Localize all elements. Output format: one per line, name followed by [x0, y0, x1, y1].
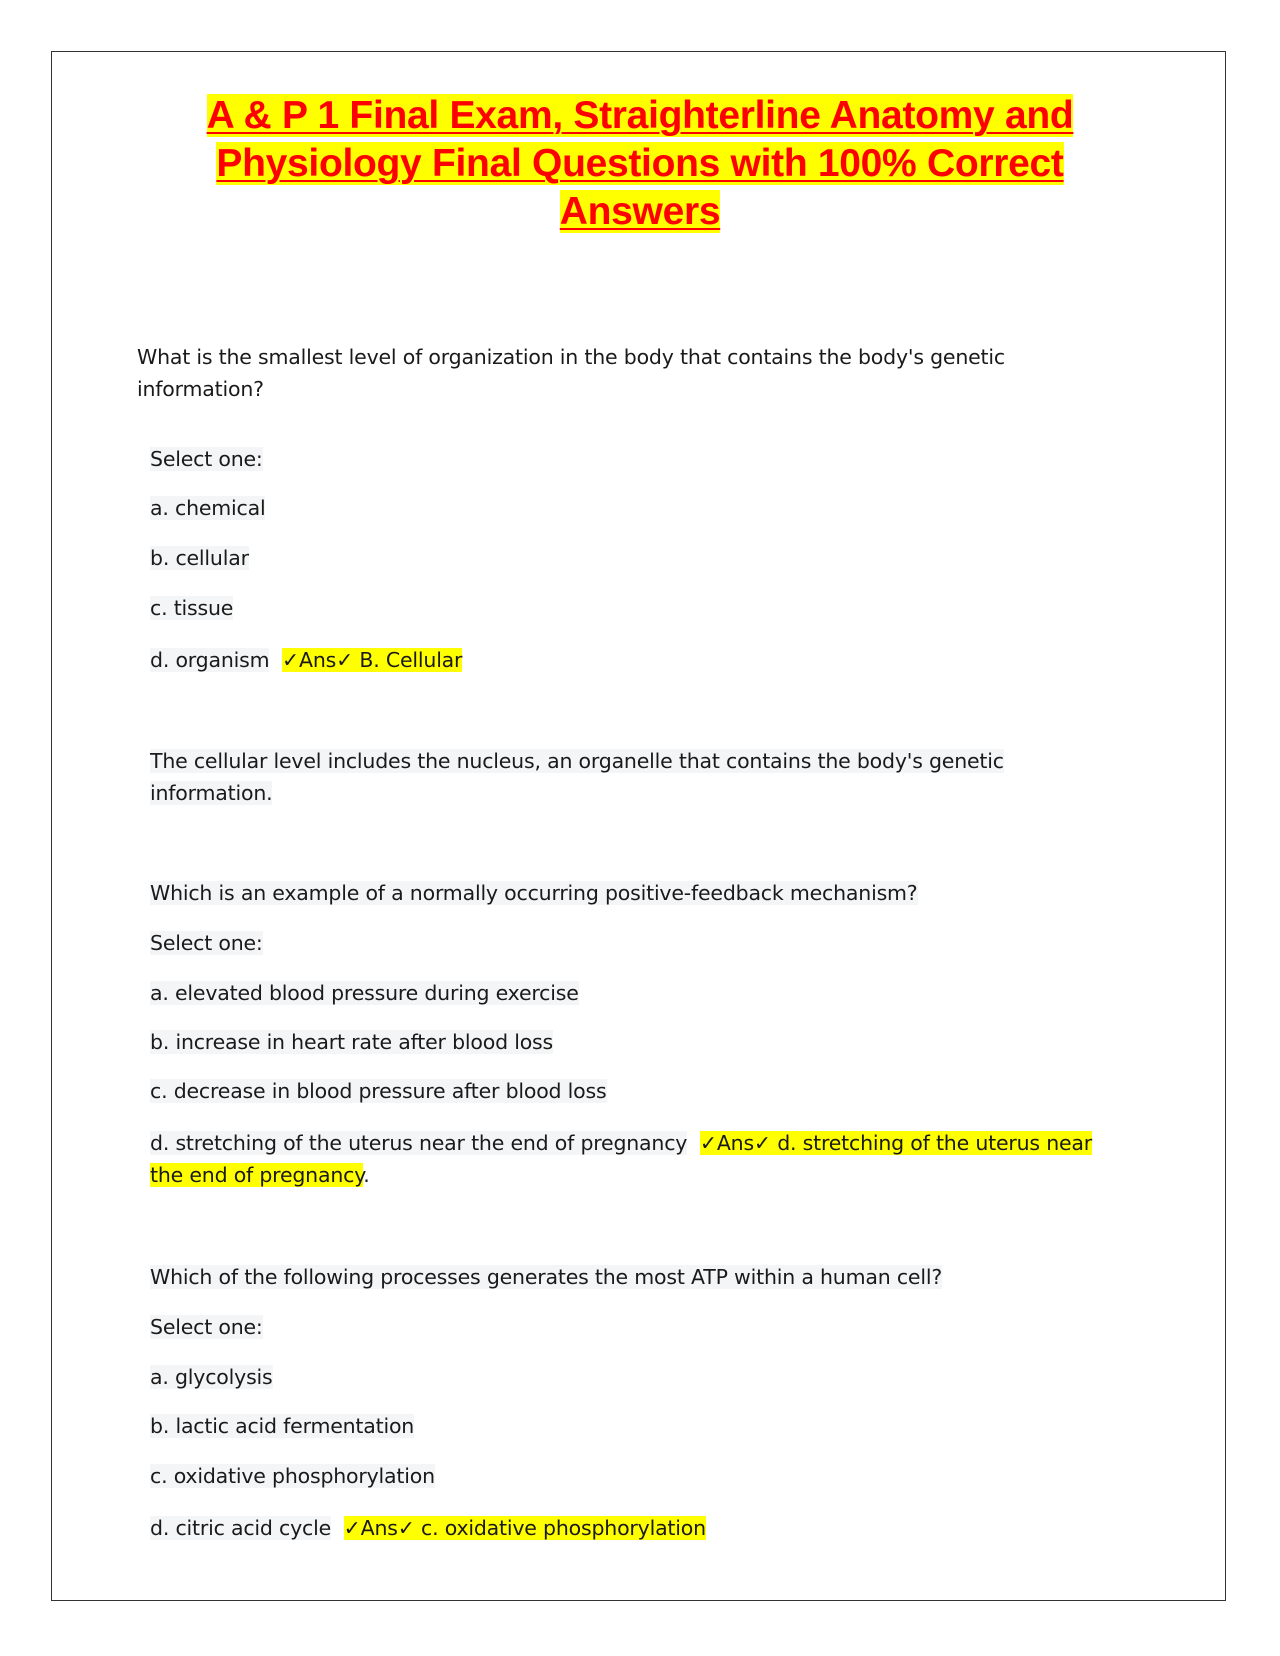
q3-option-b: b. lactic acid fermentation — [150, 1414, 415, 1438]
q2-question: Which is an example of a normally occurring positive-feedback mechanism? — [150, 881, 918, 905]
q2-answer-line-1: ✓Ans✓ d. stretching of the uterus near — [699, 1131, 1092, 1155]
q1-option-b: b. cellular — [150, 546, 249, 570]
q2-select-one: Select one: — [150, 931, 263, 955]
q3-option-a: a. glycolysis — [150, 1365, 273, 1389]
q2-option-c: c. decrease in blood pressure after blood loss — [150, 1079, 607, 1103]
q3-option-c: c. oxidative phosphorylation — [150, 1464, 435, 1488]
q2-option-b: b. increase in heart rate after blood loss — [150, 1030, 554, 1054]
q2-answer-line-2: the end of pregnancy — [150, 1163, 364, 1187]
q2-option-d: d. stretching of the uterus near the end of pregnancy ✓Ans✓ d. stretching of the uterus near the end of pregnancy. — [150, 1131, 1092, 1187]
q1-select-one: Select one: — [150, 447, 263, 471]
q1-option-c: c. tissue — [150, 596, 234, 620]
q1-explanation: The cellular level includes the nucleus, an organelle that contains the body's genetic information. — [150, 749, 1004, 805]
q3-question: Which of the following processes generates the most ATP within a human cell? — [150, 1265, 942, 1289]
q1-option-d: d. organism ✓Ans✓ B. Cellular — [150, 648, 463, 672]
q3-option-d: d. citric acid cycle ✓Ans✓ c. oxidative phosphorylation — [150, 1516, 706, 1540]
q1-option-a: a. chemical — [150, 496, 266, 520]
title-line-1: A & P 1 Final Exam, Straighterline Anatomy and — [206, 94, 1074, 137]
q1-answer: ✓Ans✓ B. Cellular — [282, 648, 463, 672]
document-title — [60, 92, 1220, 236]
q2-option-a: a. elevated blood pressure during exercise — [150, 981, 579, 1005]
title-line-2: Physiology Final Questions with 100% Correct — [216, 142, 1064, 185]
q3-answer: ✓Ans✓ c. oxidative phosphorylation — [343, 1516, 706, 1540]
title-line-3: Answers — [559, 190, 721, 233]
q3-select-one: Select one: — [150, 1315, 263, 1339]
q1-question: What is the smallest level of organization in the body that contains the body's genetic information? — [137, 345, 1005, 401]
